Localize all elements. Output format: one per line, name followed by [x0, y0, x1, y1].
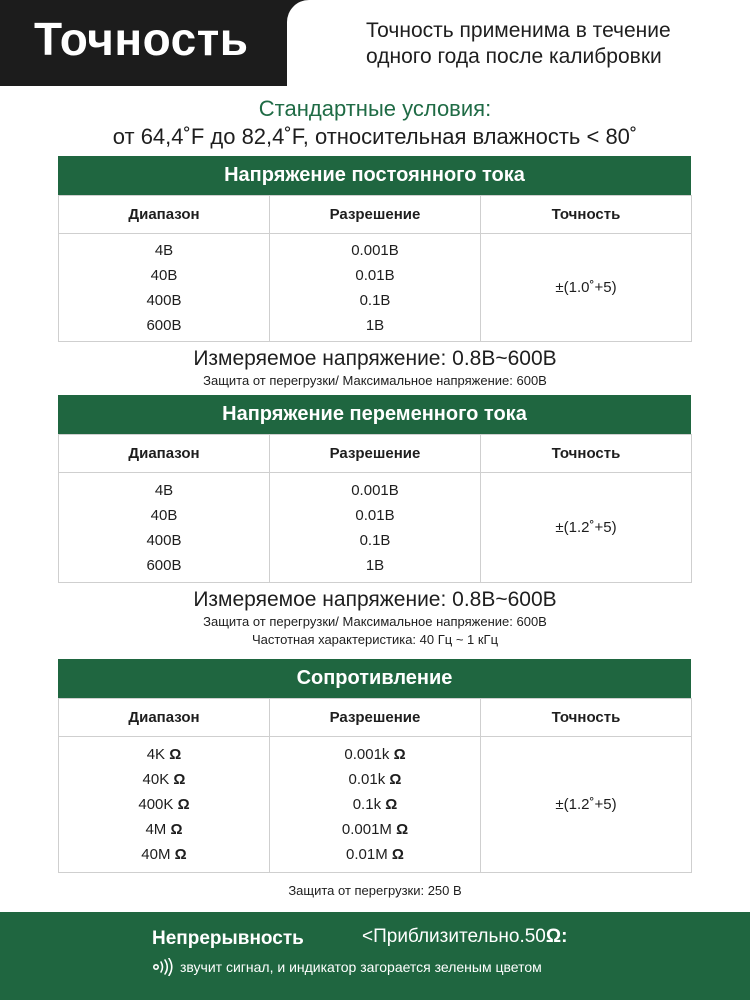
- resolution-value: 1В: [365, 556, 385, 574]
- range-value: 600В: [146, 556, 182, 574]
- ohm-symbol: Ω: [177, 796, 190, 813]
- accuracy-column-header: Точность: [481, 435, 692, 473]
- accuracy-cell: ±(1.0˚+5): [481, 234, 692, 342]
- ac-overload-protection: Защита от перегрузки/ Максимальное напряжение: 600В: [203, 614, 547, 629]
- range-column-header: Диапазон: [59, 435, 270, 473]
- calibration-note-line2: одного года после калибровки: [366, 45, 662, 68]
- ohm-symbol: Ω: [393, 746, 406, 763]
- range-value: 400В: [146, 291, 182, 309]
- table-row: [59, 737, 692, 873]
- accuracy-cell: ±(1.2˚+5): [481, 737, 692, 873]
- continuity-value: <Приблизительно.50Ω:: [362, 926, 568, 947]
- resolution-cell: [270, 234, 481, 342]
- resolution-column-header: Разрешение: [270, 699, 481, 737]
- continuity-label: Непрерывность: [152, 928, 304, 949]
- resolution-value: 0.1В: [359, 531, 391, 549]
- resolution-value: 0.1В: [359, 291, 391, 309]
- resolution-value: 0.01В: [355, 506, 395, 524]
- range-cell: [59, 737, 270, 873]
- resistance-overload-protection: Защита от перегрузки: 250 В: [288, 883, 462, 898]
- range-value: 40M Ω: [141, 846, 187, 863]
- ohm-symbol: Ω:: [545, 926, 568, 947]
- ohm-symbol: Ω: [170, 821, 183, 838]
- range-value: 4M Ω: [145, 821, 183, 838]
- ohm-symbol: Ω: [173, 771, 186, 788]
- page-title: Точность: [34, 13, 249, 65]
- resistance-table: [58, 698, 692, 873]
- resolution-value: 0.01В: [355, 266, 395, 284]
- ohm-symbol: Ω: [385, 796, 398, 813]
- range-cell: [59, 473, 270, 583]
- range-value: 400K Ω: [138, 796, 190, 813]
- resolution-value: 1В: [365, 316, 385, 334]
- resolution-value: 0.001k Ω: [344, 746, 406, 763]
- dc-voltage-table: [58, 195, 692, 342]
- range-value: 4В: [154, 241, 174, 259]
- dc-measured-voltage: Измеряемое напряжение: 0.8В~600В: [193, 347, 557, 370]
- range-column-header: Диапазон: [59, 196, 270, 234]
- range-value: 400В: [146, 531, 182, 549]
- resolution-value: 0.001В: [351, 241, 399, 259]
- range-value: 600В: [146, 316, 182, 334]
- resistance-header: Сопротивление: [58, 659, 691, 698]
- ac-frequency-response: Частотная характеристика: 40 Гц ~ 1 кГц: [251, 632, 499, 647]
- ac-measured-voltage: Измеряемое напряжение: 0.8В~600В: [193, 588, 557, 611]
- accuracy-column-header: Точность: [481, 699, 692, 737]
- table-row: [59, 234, 692, 342]
- resolution-cell: [270, 473, 481, 583]
- table-header-row: [59, 196, 692, 234]
- conditions-text: от 64,4˚F до 82,4˚F, относительная влажность < 80˚: [112, 124, 638, 149]
- resolution-column-header: Разрешение: [270, 196, 481, 234]
- table-row: [59, 473, 692, 583]
- calibration-note: [366, 18, 726, 70]
- continuity-description: звучит сигнал, и индикатор загорается зеленым цветом: [180, 959, 542, 975]
- dc-voltage-header: Напряжение постоянного тока: [58, 156, 691, 195]
- conditions-title: Стандартные условия:: [258, 96, 492, 121]
- resolution-value: 0.01M Ω: [346, 846, 404, 863]
- range-cell: [59, 234, 270, 342]
- resolution-value: 0.001В: [351, 481, 399, 499]
- ac-voltage-header: Напряжение переменного тока: [58, 395, 691, 434]
- resolution-value: 0.1k Ω: [352, 796, 398, 813]
- ac-voltage-table: [58, 434, 692, 583]
- range-column-header: Диапазон: [59, 699, 270, 737]
- ohm-symbol: Ω: [174, 846, 187, 863]
- ohm-symbol: Ω: [169, 746, 182, 763]
- table-header-row: [59, 699, 692, 737]
- resolution-value: 0.01k Ω: [348, 771, 402, 788]
- range-value: 40В: [150, 506, 178, 524]
- resolution-value: 0.001M Ω: [341, 821, 409, 838]
- ohm-symbol: Ω: [389, 771, 402, 788]
- range-value: 4В: [154, 481, 174, 499]
- accuracy-column-header: Точность: [481, 196, 692, 234]
- table-header-row: [59, 435, 692, 473]
- resolution-column-header: Разрешение: [270, 435, 481, 473]
- range-value: 40В: [150, 266, 178, 284]
- range-value: 40K Ω: [142, 771, 186, 788]
- range-value: 4K Ω: [146, 746, 182, 763]
- dc-overload-protection: Защита от перегрузки/ Максимальное напряжение: 600В: [203, 373, 547, 388]
- ohm-symbol: Ω: [391, 846, 404, 863]
- resolution-cell: [270, 737, 481, 873]
- ohm-symbol: Ω: [396, 821, 409, 838]
- buzzer-icon: [152, 958, 174, 976]
- accuracy-cell: ±(1.2˚+5): [481, 473, 692, 583]
- calibration-note-line1: Точность применима в течение: [366, 19, 671, 42]
